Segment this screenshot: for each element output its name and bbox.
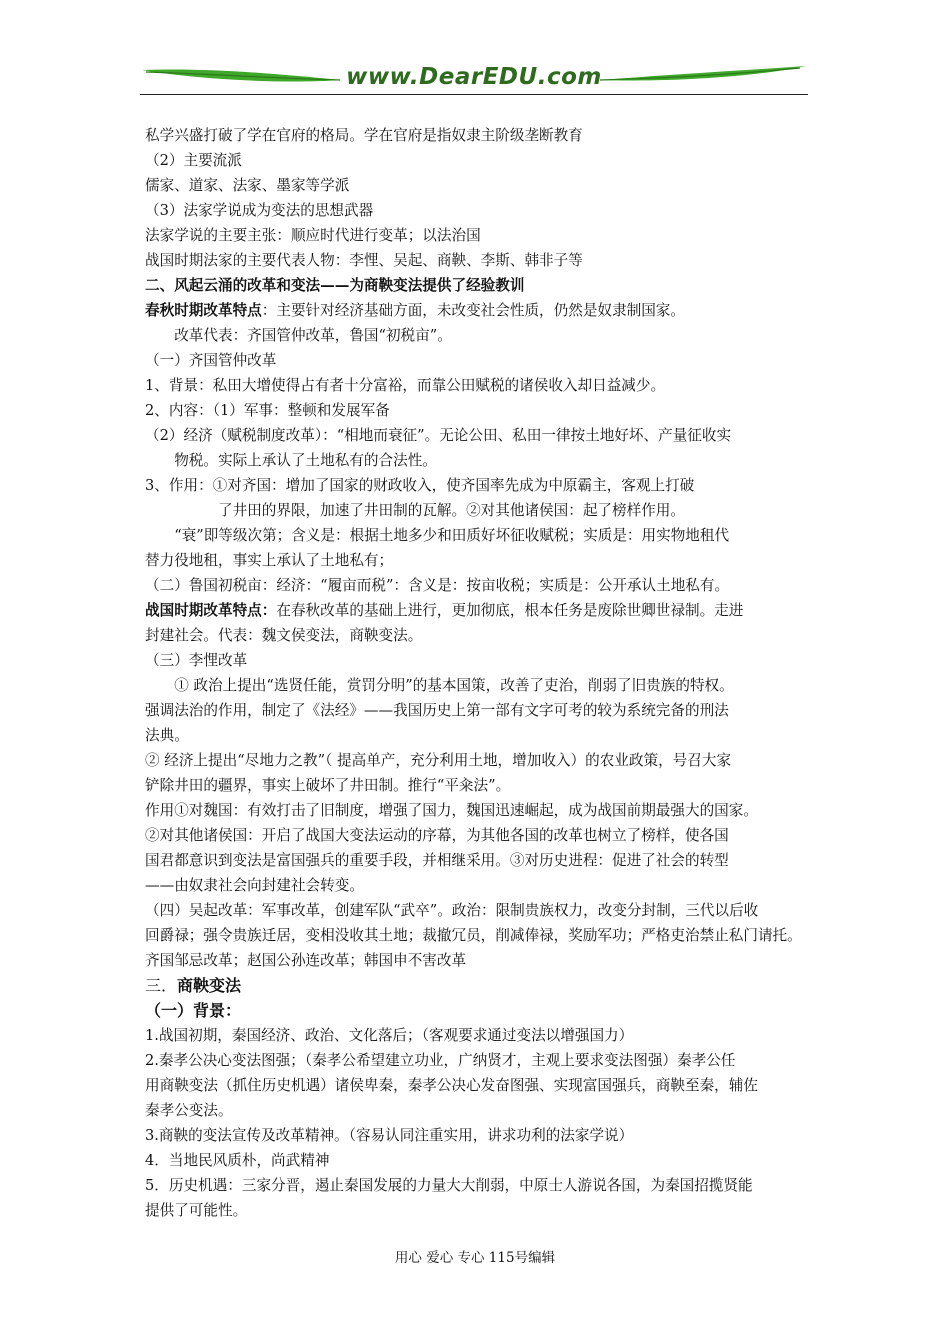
text-segment: 封建社会。代表：魏文侯变法，商鞅变法。 <box>145 627 423 644</box>
text-segment: （2）主要流派 <box>145 152 242 169</box>
text-segment: 3、作用：①对齐国：增加了国家的财政收入，使齐国率先成为中原霸主，客观上打破 <box>145 477 695 494</box>
text-segment: 法典。 <box>145 727 189 744</box>
text-segment: 齐国邹忌改革；赵国公孙连改革；韩国申不害改革 <box>145 952 467 969</box>
text-line <box>145 298 813 323</box>
text-segment: （一）齐国管仲改革 <box>145 352 277 369</box>
text-segment: 回爵禄；强令贵族迁居，变相没收其土地；裁撤冗员，削减俸禄，奖励军功；严格吏治禁止私门请托。 <box>145 927 802 944</box>
text-line <box>145 223 813 248</box>
text-segment: （3）法家学说成为变法的思想武器 <box>145 202 374 219</box>
text-segment: （2）经济（赋税制度改革）：“相地而衰征”。无论公田、私田一律按土地好坏、产量征收实 <box>145 427 732 444</box>
page-header <box>140 58 808 98</box>
text-line <box>145 798 813 823</box>
text-segment: 用商鞅变法（抓住历史机遇）诸侯卑秦，秦孝公决心发奋图强、实现富国强兵，商鞅至秦，辅佐 <box>145 1077 758 1094</box>
text-line <box>145 898 813 923</box>
text-line <box>145 348 813 373</box>
text-segment: 国君都意识到变法是富国强兵的重要手段，并相继采用。③对历史进程：促进了社会的转型 <box>145 852 729 869</box>
text-line <box>145 548 813 573</box>
text-line <box>145 323 813 348</box>
header-rule <box>140 94 808 95</box>
text-line <box>145 423 813 448</box>
text-line <box>145 1048 813 1073</box>
text-segment: 铲除井田的疆界，事实上破坏了井田制。推行“平籴法”。 <box>145 777 511 794</box>
text-segment: 秦孝公变法。 <box>145 1102 233 1119</box>
text-segment: 在春秋改革的基础上进行，更加彻底，根本任务是废除世卿世禄制。走进 <box>276 602 744 619</box>
text-segment: 改革代表：齐国管仲改革，鲁国“初税亩”。 <box>145 327 452 344</box>
text-segment: “衰”即等级次第；含义是：根据土地多少和田质好坏征收赋税；实质是：用实物地租代 <box>145 527 730 544</box>
text-segment: 2.秦孝公决心变法图强；（秦孝公希望建立功业，广纳贤才，主观上要求变法图强）秦孝公任 <box>145 1052 736 1069</box>
text-segment: ① 政治上提出“选贤任能，赏罚分明”的基本国策，改善了吏治，削弱了旧贵族的特权。 <box>145 677 734 694</box>
text-line <box>145 523 813 548</box>
text-line <box>145 873 813 898</box>
text-line <box>145 1198 813 1223</box>
text-segment: 了井田的界限，加速了井田制的瓦解。②对其他诸侯国：起了榜样作用。 <box>145 502 685 519</box>
text-segment: 法家学说的主要主张：顺应时代进行变革；以法治国 <box>145 227 481 244</box>
text-segment: 替力役地租，事实上承认了土地私有； <box>145 552 394 569</box>
text-line <box>145 673 813 698</box>
text-segment: （三）李悝改革 <box>145 652 248 669</box>
text-segment: 商鞅变法 <box>177 976 242 995</box>
text-segment: 物税。实际上承认了土地私有的合法性。 <box>145 452 437 469</box>
text-line <box>145 1148 813 1173</box>
text-segment: 1、背景：私田大增使得占有者十分富裕，而靠公田赋税的诸侯收入却日益减少。 <box>145 377 666 394</box>
text-line <box>145 498 813 523</box>
text-line <box>145 848 813 873</box>
text-segment: 私学兴盛打破了学在官府的格局。学在官府是指奴隶主阶级垄断教育 <box>145 127 583 144</box>
site-logo[interactable]: www.DearEDU.com <box>346 64 602 90</box>
text-line <box>145 398 813 423</box>
text-segment: （一）背景： <box>145 1001 242 1020</box>
text-line <box>145 598 813 623</box>
text-segment: 2、内容：（1）军事：整顿和发展军备 <box>145 402 390 419</box>
text-segment: ② 经济上提出“尽地力之教”（ 提高单产，充分利用土地，增加收入）的农业政策，号召大家 <box>145 752 732 769</box>
text-segment: 作用①对魏国：有效打击了旧制度，增强了国力，魏国迅速崛起，成为战国前期最强大的国家。 <box>145 802 758 819</box>
text-line <box>145 1123 813 1148</box>
text-line <box>145 998 813 1023</box>
text-segment: 3.商鞅的变法宣传及改革精神。（容易认同注重实用，讲求功利的法家学说） <box>145 1127 634 1144</box>
text-segment: （四）吴起改革：军事改革，创建军队“武卒”。政治：限制贵族权力，改变分封制，三代以后收 <box>145 902 759 919</box>
text-line <box>145 473 813 498</box>
text-line <box>145 973 813 998</box>
document-body <box>145 123 813 1223</box>
text-line <box>145 1098 813 1123</box>
text-line <box>145 748 813 773</box>
text-segment: 强调法治的作用，制定了《法经》——我国历史上第一部有文字可考的较为系统完备的刑法 <box>145 702 729 719</box>
text-segment: ：主要针对经济基础方面，未改变社会性质，仍然是奴隶制国家。 <box>261 302 685 319</box>
text-line <box>145 448 813 473</box>
text-segment: 战国时期法家的主要代表人物：李悝、吴起、商鞅、李斯、韩非子等 <box>145 252 583 269</box>
text-line <box>145 648 813 673</box>
text-line <box>145 698 813 723</box>
text-line <box>145 948 813 973</box>
text-line <box>145 198 813 223</box>
text-segment: 春秋时期改革特点 <box>145 302 262 319</box>
text-line <box>145 773 813 798</box>
text-line <box>145 1173 813 1198</box>
text-line <box>145 923 813 948</box>
text-line <box>145 723 813 748</box>
text-line <box>145 573 813 598</box>
text-segment: 1.战国初期，秦国经济、政治、文化落后；（客观要求通过变法以增强国力） <box>145 1027 634 1044</box>
text-segment: 4．当地民风质朴，尚武精神 <box>145 1152 330 1169</box>
text-line <box>145 373 813 398</box>
text-segment: 二、风起云涌的改革和变法——为商鞅变法提供了经验教训 <box>145 277 525 294</box>
text-line <box>145 123 813 148</box>
text-line <box>145 1073 813 1098</box>
text-segment: 5．历史机遇：三家分晋，遏止秦国发展的力量大大削弱，中原士人游说各国，为秦国招揽贤能 <box>145 1177 753 1194</box>
text-line <box>145 1023 813 1048</box>
text-line <box>145 823 813 848</box>
text-line <box>145 623 813 648</box>
text-segment: 儒家、道家、法家、墨家等学派 <box>145 177 350 194</box>
text-segment: 三． <box>145 976 178 995</box>
page-footer: 用心 爱心 专心 115号编辑 <box>394 1250 556 1266</box>
text-segment: （二）鲁国初税亩：经济：“履亩而税”：含义是：按亩收税；实质是：公开承认土地私有。 <box>145 577 730 594</box>
text-segment: 战国时期改革特点： <box>145 602 277 619</box>
text-segment: ——由奴隶社会向封建社会转变。 <box>145 877 364 894</box>
text-line <box>145 273 813 298</box>
text-segment: 提供了可能性。 <box>145 1202 248 1219</box>
text-line <box>145 173 813 198</box>
text-line <box>145 148 813 173</box>
text-segment: ②对其他诸侯国：开启了战国大变法运动的序幕，为其他各国的改革也树立了榜样，使各国 <box>145 827 729 844</box>
text-line <box>145 248 813 273</box>
